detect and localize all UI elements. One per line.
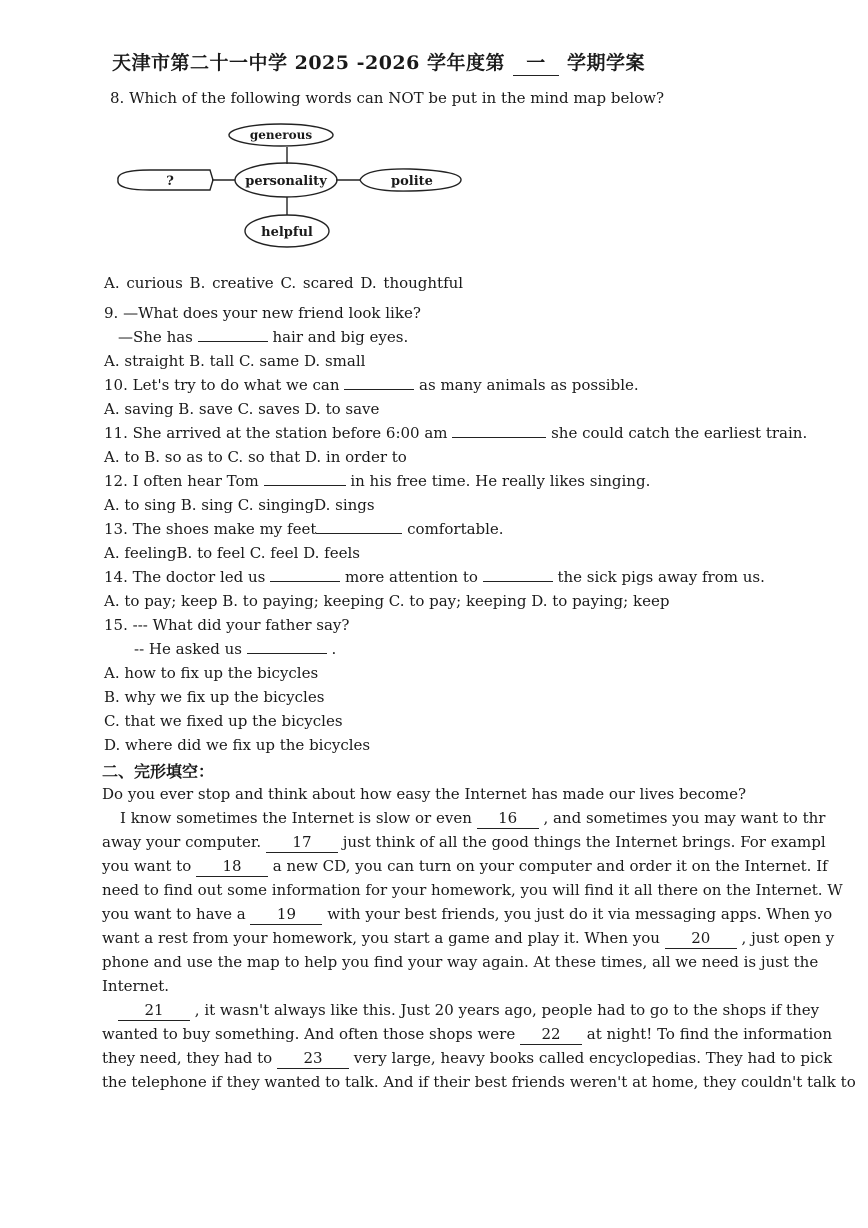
question-15-reply-start: -- He asked us xyxy=(134,640,242,658)
node-bottom-label: helpful xyxy=(261,225,313,240)
question-11-options: A. to B. so as to C. so that D. in order to xyxy=(104,448,407,466)
question-10-blank xyxy=(344,389,414,390)
question-14-middle: more attention to xyxy=(344,568,478,586)
question-8-options: A. curious B. creative C. scared D. thoughtful xyxy=(104,274,464,292)
question-10-stem xyxy=(104,375,639,395)
blank-18: 18 xyxy=(196,856,268,877)
question-9-reply xyxy=(118,327,408,347)
question-11-start: 11. She arrived at the station before 6:00 am xyxy=(104,424,448,442)
question-9-reply-start: —She has xyxy=(118,328,193,346)
passage-text: wanted to buy something. And often those shops were xyxy=(102,1025,516,1043)
passage-text: want a rest from your homework, you start a game and play it. When you xyxy=(102,929,660,947)
passage-line-10 xyxy=(118,1000,820,1021)
passage-text: you want to have a xyxy=(102,905,246,923)
passage-text: just think of all the good things the Internet brings. For exampl xyxy=(342,833,826,851)
question-13-stem xyxy=(104,519,504,539)
passage-text: , just open y xyxy=(741,929,835,947)
passage-text: a new CD, you can turn on your computer and order it on the Internet. If xyxy=(272,857,828,875)
question-15-stem: 15. --- What did your father say? xyxy=(104,616,350,634)
passage-line-3 xyxy=(102,832,826,853)
question-13-end: comfortable. xyxy=(407,520,504,538)
question-12-stem xyxy=(104,471,650,491)
page-title xyxy=(112,48,645,76)
question-9-stem: 9. —What does your new friend look like? xyxy=(104,304,421,322)
passage-line-11 xyxy=(102,1024,832,1045)
question-15-option-a: A. how to fix up the bicycles xyxy=(104,664,319,682)
passage-text: away your computer. xyxy=(102,833,262,851)
passage-line-6 xyxy=(102,904,833,925)
passage-line-5: need to find out some information for your homework, you will find it all there on the Internet. W xyxy=(102,881,843,899)
node-right-label: polite xyxy=(391,174,433,189)
question-14-blank-1 xyxy=(270,581,340,582)
node-top-label: generous xyxy=(249,128,313,142)
blank-19: 19 xyxy=(250,904,322,925)
passage-text: , it wasn't always like this. Just 20 years ago, people had to go to the shops if they xyxy=(194,1001,820,1019)
question-14-start: 14. The doctor led us xyxy=(104,568,266,586)
passage-text: you want to xyxy=(102,857,192,875)
passage-text: they need, they had to xyxy=(102,1049,273,1067)
question-9-reply-end: hair and big eyes. xyxy=(272,328,409,346)
passage-line-12 xyxy=(102,1048,833,1069)
passage-text: at night! To find the information xyxy=(586,1025,832,1043)
question-12-start: 12. I often hear Tom xyxy=(104,472,259,490)
question-15-blank xyxy=(247,653,327,654)
question-8-stem: 8. Which of the following words can NOT be put in the mind map below? xyxy=(110,89,665,107)
question-9-options: A. straight B. tall C. same D. small xyxy=(104,352,366,370)
passage-line-4 xyxy=(102,856,828,877)
blank-16: 16 xyxy=(477,808,539,829)
question-10-start: 10. Let's try to do what we can xyxy=(104,376,340,394)
question-14-end: the sick pigs away from us. xyxy=(557,568,765,586)
question-15-option-c: C. that we fixed up the bicycles xyxy=(104,712,343,730)
question-15-reply xyxy=(134,639,336,659)
passage-line-9: Internet. xyxy=(102,977,169,995)
question-15-option-d: D. where did we fix up the bicycles xyxy=(104,736,371,754)
question-12-blank xyxy=(264,485,346,486)
passage-line-2 xyxy=(120,808,826,829)
question-12-end: in his free time. He really likes singing. xyxy=(350,472,651,490)
passage-line-13: the telephone if they wanted to talk. And if their best friends weren't at home, they couldn't talk to xyxy=(102,1073,856,1091)
blank-17: 17 xyxy=(266,832,338,853)
question-15-option-b: B. why we fix up the bicycles xyxy=(104,688,325,706)
question-14-stem xyxy=(104,567,765,587)
title-prefix: 天津市第二十一中学 2025 -2026 学年度第 xyxy=(112,52,505,74)
question-11-end: she could catch the earliest train. xyxy=(551,424,808,442)
node-left-label: ? xyxy=(166,174,174,189)
question-10-end: as many animals as possible. xyxy=(419,376,639,394)
question-14-blank-2 xyxy=(483,581,553,582)
question-9-blank xyxy=(198,341,268,342)
blank-22: 22 xyxy=(520,1024,582,1045)
blank-23: 23 xyxy=(277,1048,349,1069)
passage-text: , and sometimes you may want to thr xyxy=(543,809,826,827)
section-2-heading: 二、完形填空： xyxy=(102,762,215,781)
passage-text: very large, heavy books called encyclopedias. They had to pick xyxy=(353,1049,833,1067)
question-12-options: A. to sing B. sing C. singingD. sings xyxy=(104,496,375,514)
question-11-blank xyxy=(452,437,546,438)
term-blank: 一 xyxy=(513,48,559,76)
node-center-label: personality xyxy=(245,174,327,189)
question-11-stem xyxy=(104,423,807,443)
passage-text: I know sometimes the Internet is slow or even xyxy=(120,809,472,827)
question-13-options: A. feelingB. to feel C. feel D. feels xyxy=(104,544,360,562)
title-suffix: 学期学案 xyxy=(567,52,646,74)
question-13-start: 13. The shoes make my feet xyxy=(104,520,317,538)
question-15-reply-end: . xyxy=(331,640,337,658)
passage-text: with your best friends, you just do it via messaging apps. When yo xyxy=(327,905,833,923)
blank-20: 20 xyxy=(665,928,737,949)
blank-21: 21 xyxy=(118,1000,190,1021)
passage-line-1: Do you ever stop and think about how easy the Internet has made our lives become? xyxy=(102,785,747,803)
question-13-blank xyxy=(316,533,402,534)
question-14-options: A. to pay; keep B. to paying; keeping C. to pay; keeping D. to paying; keep xyxy=(104,592,670,610)
passage-line-7 xyxy=(102,928,835,949)
question-10-options: A. saving B. save C. saves D. to save xyxy=(104,400,380,418)
passage-line-8: phone and use the map to help you find your way again. At these times, all we need is just the xyxy=(102,953,819,971)
mind-map xyxy=(110,118,470,250)
